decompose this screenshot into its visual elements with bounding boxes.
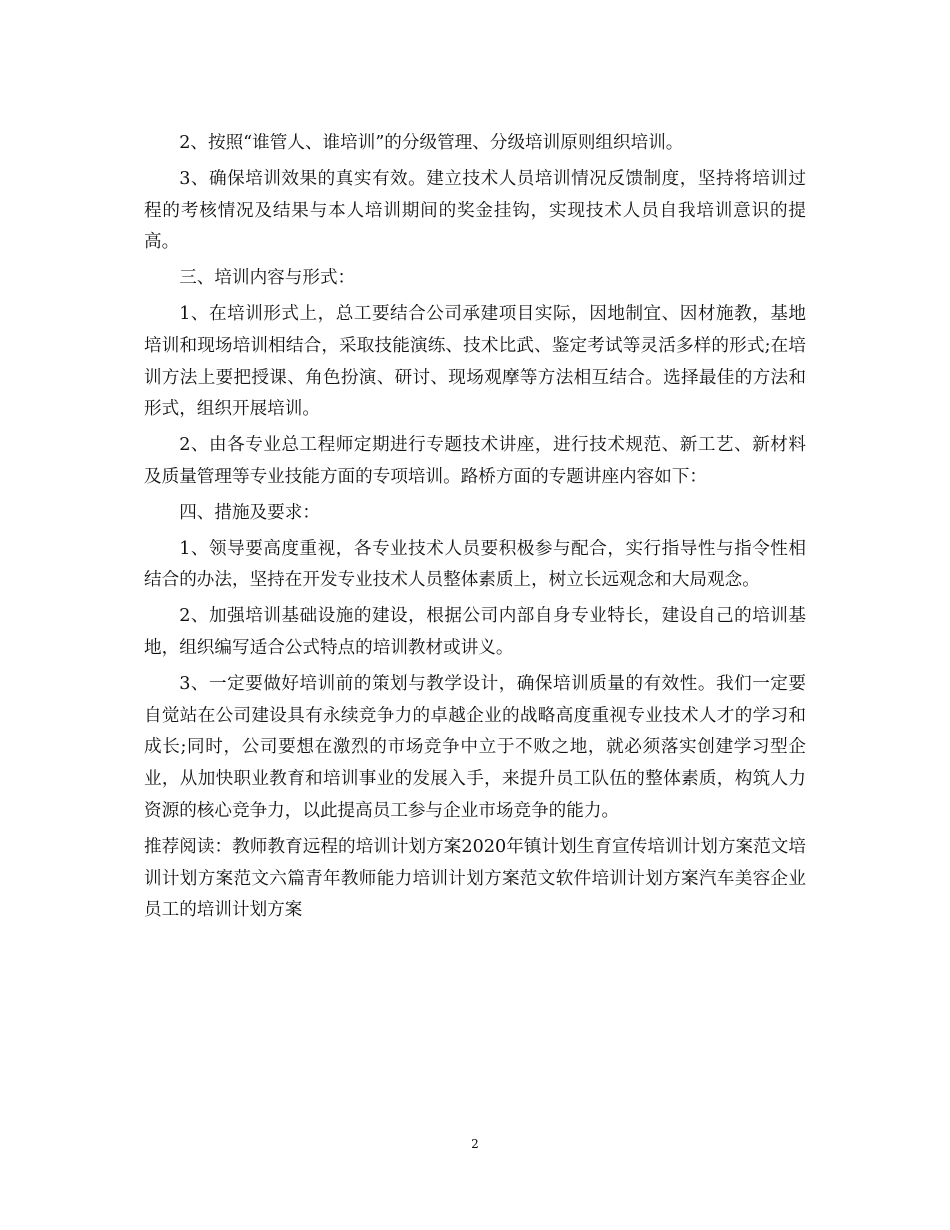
paragraph-measures-3: 3、一定要做好培训前的策划与教学设计，确保培训质量的有效性。我们一定要自觉站在公司建设具有永续竞争力的卓越企业的战略高度重视专业技术人才的学习和成长;同时，公司要想在激烈的市场竞争中立于不败之地，就必须落实创建学习型企业，从加快职业教育和培训事业的发展入手，来提升员工队伍的整体素质，构筑人力资源的核心竞争力，以此提高员工参与企业市场竞争的能力。 xyxy=(144,673,806,821)
recommended-reading: 推荐阅读：教师教育远程的培训计划方案2020年镇计划生育宣传培训计划方案范文培训计划方案范文六篇青年教师能力培训计划方案范文软件培训计划方案汽车美容企业员工的培训计划方案 xyxy=(144,836,806,921)
body-text xyxy=(144,128,806,927)
section-heading-measures: 四、措施及要求： xyxy=(179,502,320,523)
page-number: 2 xyxy=(471,1137,479,1151)
paragraph-content-2: 2、由各专业总工程师定期进行专题技术讲座，进行技术规范、新工艺、新材料及质量管理等专业技能方面的专项培训。路桥方面的专题讲座内容如下： xyxy=(144,435,806,487)
paragraph-content-1: 1、在培训形式上，总工要结合公司承建项目实际，因地制宜、因材施教，基地培训和现场培训相结合，采取技能演练、技术比武、鉴定考试等灵活多样的形式;在培训方法上要把授课、角色扮演、研讨、现场观摩等方法相互结合。选择最佳的方法和形式，组织开展培训。 xyxy=(144,303,806,420)
paragraph-principle-3: 3、确保培训效果的真实有效。建立技术人员培训情况反馈制度，坚持将培训过程的考核情况及结果与本人培训期间的奖金挂钩，实现技术人员自我培训意识的提高。 xyxy=(144,168,806,253)
section-heading-content-form: 三、培训内容与形式： xyxy=(179,268,356,289)
paragraph-principle-2: 2、按照“谁管人、谁培训”的分级管理、分级培训原则组织培训。 xyxy=(179,133,684,153)
paragraph-measures-2: 2、加强培训基础设施的建设，根据公司内部自身专业特长，建设自己的培训基地，组织编写适合公式特点的培训教材或讲义。 xyxy=(144,606,806,658)
paragraph-measures-1: 1、领导要高度重视，各专业技术人员要积极参与配合，实行指导性与指令性相结合的办法，坚持在开发专业技术人员整体素质上，树立长远观念和大局观念。 xyxy=(144,538,806,591)
